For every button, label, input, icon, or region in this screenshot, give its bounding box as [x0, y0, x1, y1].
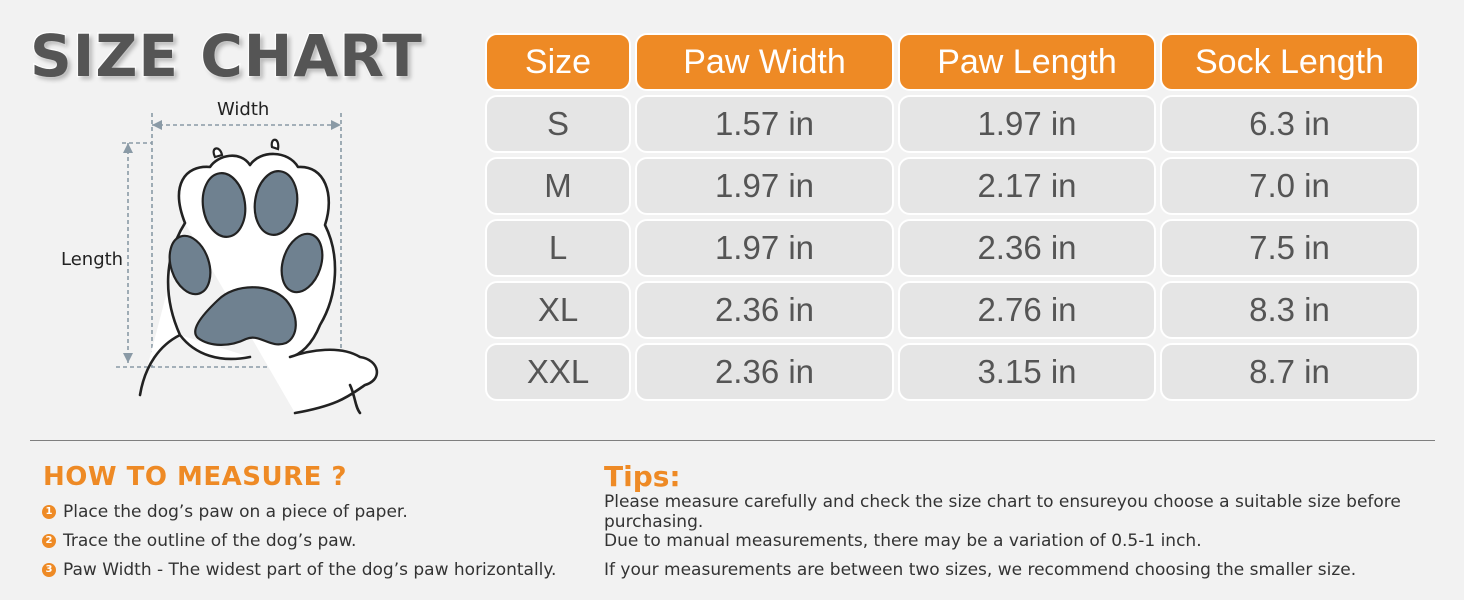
size-cell: M	[485, 157, 631, 215]
sock-length-cell: 6.3 in	[1160, 95, 1419, 153]
paw-width-cell: 1.97 in	[635, 219, 894, 277]
step-number-icon: 2	[42, 534, 56, 548]
paw-width-cell: 1.57 in	[635, 95, 894, 153]
list-item	[42, 526, 556, 555]
size-cell: XXL	[485, 343, 631, 401]
tip-line: If your measurements are between two sizes, we recommend choosing the smaller size.	[604, 559, 1357, 580]
length-label: Length	[61, 249, 124, 270]
table-row	[485, 343, 1419, 401]
paw-length-cell: 1.97 in	[898, 95, 1156, 153]
step-text: Place the dog’s paw on a piece of paper.	[63, 501, 408, 522]
table-row	[485, 157, 1419, 215]
step-text: Trace the outline of the dog’s paw.	[63, 530, 357, 551]
how-to-measure-title: HOW TO MEASURE ?	[43, 462, 347, 492]
size-table	[485, 33, 1419, 405]
tip-line: Due to manual measurements, there may be a variation of 0.5-1 inch.	[604, 530, 1202, 551]
step-number-icon: 1	[42, 505, 56, 519]
page-title: SIZE CHART	[30, 22, 423, 90]
sock-length-cell: 8.3 in	[1160, 281, 1419, 339]
tip-line: Please measure carefully and check the size chart to ensureyou choose a suitable size before purchasing.	[604, 491, 1401, 532]
width-label: Width	[217, 99, 270, 120]
header-sock-length: Sock Length	[1160, 33, 1419, 91]
paw-width-cell: 1.97 in	[635, 157, 894, 215]
step-number-icon: 3	[42, 563, 56, 577]
paw-width-cell: 2.36 in	[635, 343, 894, 401]
paw-measure-diagram	[50, 95, 400, 425]
sock-length-cell: 8.7 in	[1160, 343, 1419, 401]
sock-length-cell: 7.5 in	[1160, 219, 1419, 277]
table-row	[485, 95, 1419, 153]
measure-steps	[42, 497, 556, 584]
table-header-row	[485, 33, 1419, 91]
section-divider	[30, 440, 1435, 441]
tips-list	[604, 491, 1464, 584]
size-cell: XL	[485, 281, 631, 339]
list-item	[42, 497, 556, 526]
step-text: Paw Width - The widest part of the dog’s paw horizontally.	[63, 559, 557, 580]
paw-length-cell: 2.76 in	[898, 281, 1156, 339]
size-cell: S	[485, 95, 631, 153]
paw-length-cell: 2.17 in	[898, 157, 1156, 215]
list-item	[42, 555, 556, 584]
tips-title: Tips:	[604, 460, 681, 493]
table-row	[485, 219, 1419, 277]
header-paw-length: Paw Length	[898, 33, 1156, 91]
header-size: Size	[485, 33, 631, 91]
paw-length-cell: 2.36 in	[898, 219, 1156, 277]
paw-width-cell: 2.36 in	[635, 281, 894, 339]
table-row	[485, 281, 1419, 339]
paw-length-cell: 3.15 in	[898, 343, 1156, 401]
size-cell: L	[485, 219, 631, 277]
sock-length-cell: 7.0 in	[1160, 157, 1419, 215]
header-paw-width: Paw Width	[635, 33, 894, 91]
